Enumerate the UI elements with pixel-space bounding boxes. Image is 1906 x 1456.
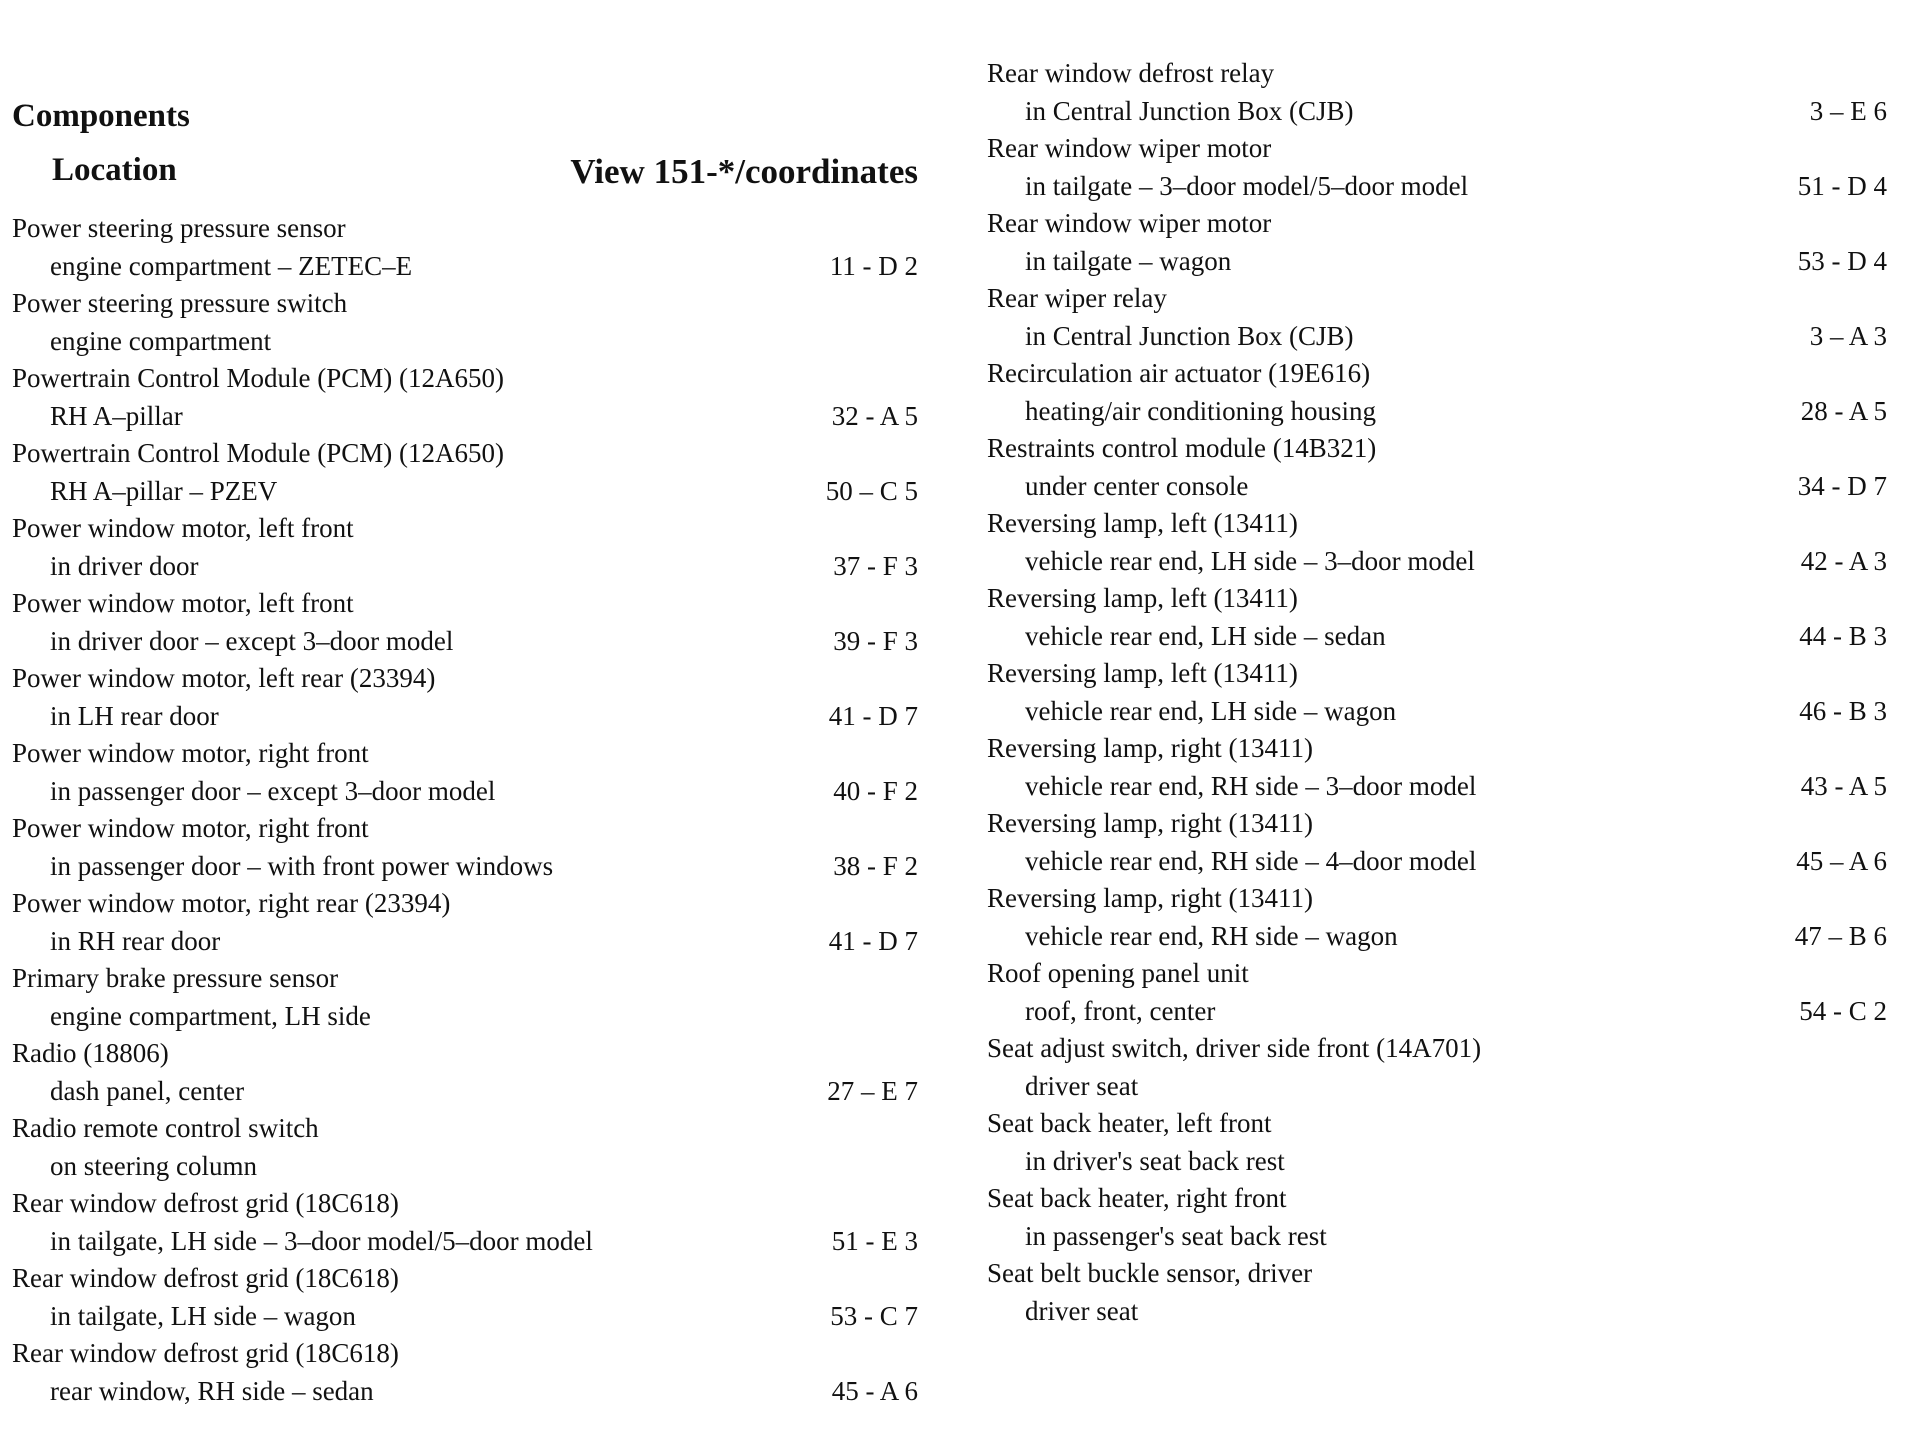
component-location-row — [987, 1293, 1887, 1331]
component-entry — [12, 285, 918, 360]
view-coordinate: 37 - F 3 — [833, 550, 918, 581]
component-location: vehicle rear end, LH side – 3–door model — [1025, 545, 1475, 576]
component-location-row — [12, 1073, 918, 1111]
view-coordinate: 51 - E 3 — [831, 1225, 918, 1256]
view-coordinate: 45 – A 6 — [1796, 845, 1887, 876]
component-location-row — [987, 543, 1887, 581]
view-coordinate: 3 – E 6 — [1809, 95, 1887, 126]
component-name: Power window motor, left rear (23394) — [12, 663, 436, 693]
component-name: Reversing lamp, left (13411) — [987, 508, 1298, 538]
dot-leader — [1386, 404, 1767, 424]
dot-leader — [463, 634, 798, 654]
component-name: Seat back heater, right front — [987, 1183, 1287, 1213]
component-name: Power window motor, right front — [12, 738, 369, 768]
view-coordinate: 34 - D 7 — [1797, 470, 1887, 501]
component-location: in LH rear door — [50, 700, 219, 731]
component-location: heating/air conditioning housing — [1025, 395, 1376, 426]
component-location: RH A–pillar – PZEV — [50, 475, 278, 506]
component-entry — [987, 205, 1887, 280]
component-name: Reversing lamp, right (13411) — [987, 733, 1313, 763]
view-coordinate: 38 - F 2 — [833, 850, 918, 881]
dot-leader — [366, 1309, 798, 1329]
component-entry — [12, 810, 918, 885]
component-location-row — [12, 1298, 918, 1336]
component-location-row — [12, 1148, 918, 1186]
component-location: in tailgate – wagon — [1025, 245, 1232, 276]
dot-leader — [1363, 104, 1767, 124]
component-entry — [987, 1030, 1887, 1105]
component-name: Rear window defrost grid (18C618) — [12, 1338, 399, 1368]
view-coordinate: 39 - F 3 — [833, 625, 918, 656]
component-location: vehicle rear end, RH side – wagon — [1025, 920, 1398, 951]
component-name: Reversing lamp, right (13411) — [987, 883, 1313, 913]
component-entry — [12, 360, 918, 435]
component-name: Rear window wiper motor — [987, 208, 1272, 238]
dot-leader — [229, 709, 798, 729]
view-coordinate: 53 - D 4 — [1797, 245, 1887, 276]
component-name: Powertrain Control Module (PCM) (12A650) — [12, 363, 504, 393]
component-location-row — [987, 618, 1887, 656]
view-coordinate: 28 - A 5 — [1800, 395, 1887, 426]
section-title: Components — [12, 98, 190, 134]
component-location-row — [987, 993, 1887, 1031]
component-location-row — [12, 323, 918, 361]
component-location-row — [987, 843, 1887, 881]
component-location-row — [12, 473, 918, 511]
dot-leader — [505, 784, 798, 804]
component-location: in tailgate, LH side – wagon — [50, 1300, 356, 1331]
component-location: RH A–pillar — [50, 400, 183, 431]
component-location: vehicle rear end, LH side – wagon — [1025, 695, 1397, 726]
component-location: rear window, RH side – sedan — [50, 1375, 374, 1406]
dot-leader — [193, 409, 798, 429]
component-name: Power steering pressure sensor — [12, 213, 346, 243]
component-name: Reversing lamp, left (13411) — [987, 658, 1298, 688]
component-entry — [987, 430, 1887, 505]
component-location-row — [987, 918, 1887, 956]
component-entry — [987, 955, 1887, 1030]
view-coordinate: 41 - D 7 — [828, 700, 918, 731]
component-location: in tailgate – 3–door model/5–door model — [1025, 170, 1469, 201]
dot-leader — [1396, 629, 1767, 649]
dot-leader — [1225, 1004, 1767, 1024]
view-coordinates-column-header: View 151-*/coordinates — [570, 152, 918, 191]
component-entry — [987, 355, 1887, 430]
component-location-row — [987, 693, 1887, 731]
component-name: Power steering pressure switch — [12, 288, 348, 318]
component-entry — [987, 1105, 1887, 1180]
component-name: Roof opening panel unit — [987, 958, 1249, 988]
dot-leader — [230, 934, 798, 954]
component-entry — [987, 730, 1887, 805]
dot-leader — [287, 484, 798, 504]
dot-leader — [254, 1084, 798, 1104]
view-coordinate: 32 - A 5 — [831, 400, 918, 431]
component-entry — [12, 660, 918, 735]
component-location: engine compartment, LH side — [50, 1000, 371, 1031]
component-entry — [12, 735, 918, 810]
view-coordinate: 27 – E 7 — [827, 1075, 918, 1106]
component-name: Reversing lamp, left (13411) — [987, 583, 1298, 613]
view-coordinate: 47 – B 6 — [1794, 920, 1887, 951]
view-coordinate: 44 - B 3 — [1799, 620, 1887, 651]
component-location-row — [12, 248, 918, 286]
component-location-row — [987, 1218, 1887, 1256]
component-entry — [12, 435, 918, 510]
component-name: Seat belt buckle sensor, driver — [987, 1258, 1313, 1288]
component-entry — [12, 1260, 918, 1335]
component-entry — [987, 130, 1887, 205]
component-name: Primary brake pressure sensor — [12, 963, 339, 993]
component-name: Rear window defrost relay — [987, 58, 1275, 88]
dot-leader — [1485, 554, 1767, 574]
component-entry — [987, 580, 1887, 655]
view-coordinate: 42 - A 3 — [1800, 545, 1887, 576]
component-location: driver seat — [1025, 1070, 1139, 1101]
component-location-row — [987, 243, 1887, 281]
view-coordinate: 51 - D 4 — [1797, 170, 1887, 201]
component-location: in driver door — [50, 550, 199, 581]
dot-leader — [422, 259, 798, 279]
location-column-header: Location — [52, 152, 177, 188]
dot-leader — [1241, 254, 1767, 274]
component-location: driver seat — [1025, 1295, 1139, 1326]
component-location: vehicle rear end, RH side – 3–door model — [1025, 770, 1477, 801]
component-location-row — [987, 393, 1887, 431]
component-entry — [12, 210, 918, 285]
component-name: Seat adjust switch, driver side front (14A701) — [987, 1033, 1482, 1063]
component-name: Recirculation air actuator (19E616) — [987, 358, 1371, 388]
view-coordinate: 46 - B 3 — [1799, 695, 1887, 726]
component-entry — [12, 1035, 918, 1110]
component-entry — [987, 655, 1887, 730]
component-location-row — [987, 318, 1887, 356]
component-name: Seat back heater, left front — [987, 1108, 1272, 1138]
view-coordinate: 50 – C 5 — [825, 475, 918, 506]
component-name: Reversing lamp, right (13411) — [987, 808, 1313, 838]
component-location-row — [12, 848, 918, 886]
component-name: Power window motor, left front — [12, 513, 354, 543]
component-location: in Central Junction Box (CJB) — [1025, 320, 1354, 351]
component-name: Rear window wiper motor — [987, 133, 1272, 163]
dot-leader — [1258, 479, 1767, 499]
component-name: Power window motor, right rear (23394) — [12, 888, 451, 918]
component-location: engine compartment – ZETEC–E — [50, 250, 413, 281]
component-location: in Central Junction Box (CJB) — [1025, 95, 1354, 126]
component-entry — [987, 1255, 1887, 1330]
dot-leader — [1406, 704, 1767, 724]
component-location-row — [12, 623, 918, 661]
component-name: Restraints control module (14B321) — [987, 433, 1377, 463]
component-location: in passenger door – with front power windows — [50, 850, 554, 881]
component-name: Rear wiper relay — [987, 283, 1167, 313]
dot-leader — [1408, 929, 1767, 949]
component-name: Power window motor, left front — [12, 588, 354, 618]
dot-leader — [1363, 329, 1767, 349]
view-coordinate: 41 - D 7 — [828, 925, 918, 956]
component-location-row — [987, 1068, 1887, 1106]
component-name: Rear window defrost grid (18C618) — [12, 1263, 399, 1293]
component-entry — [12, 1335, 918, 1410]
component-location: vehicle rear end, LH side – sedan — [1025, 620, 1386, 651]
component-location: in passenger's seat back rest — [1025, 1220, 1327, 1251]
dot-leader — [208, 559, 798, 579]
view-coordinate: 45 - A 6 — [831, 1375, 918, 1406]
view-coordinate: 54 - C 2 — [1799, 995, 1887, 1026]
component-name: Powertrain Control Module (PCM) (12A650) — [12, 438, 504, 468]
component-name: Radio remote control switch — [12, 1113, 319, 1143]
component-location-row — [12, 998, 918, 1036]
dot-leader — [384, 1384, 798, 1404]
dot-leader — [563, 859, 798, 879]
view-coordinate: 3 – A 3 — [1809, 320, 1887, 351]
component-location-row — [12, 698, 918, 736]
view-coordinate: 43 - A 5 — [1800, 770, 1887, 801]
component-location-row — [12, 548, 918, 586]
view-coordinate: 53 - C 7 — [830, 1300, 918, 1331]
component-location-row — [987, 468, 1887, 506]
component-entry — [12, 885, 918, 960]
component-location: roof, front, center — [1025, 995, 1216, 1026]
component-location: engine compartment — [50, 325, 272, 356]
component-entry — [987, 55, 1887, 130]
component-entry — [12, 960, 918, 1035]
dot-leader — [1486, 779, 1767, 799]
component-location-row — [12, 1373, 918, 1411]
component-location-row — [12, 1223, 918, 1261]
component-entry — [12, 1110, 918, 1185]
component-entry — [987, 505, 1887, 580]
dot-leader — [603, 1234, 798, 1254]
component-entry — [12, 1185, 918, 1260]
component-location: dash panel, center — [50, 1075, 245, 1106]
component-entry — [987, 280, 1887, 355]
component-location: in driver door – except 3–door model — [50, 625, 454, 656]
component-location: in driver's seat back rest — [1025, 1145, 1285, 1176]
component-location-row — [987, 768, 1887, 806]
component-name: Radio (18806) — [12, 1038, 169, 1068]
component-location: on steering column — [50, 1150, 257, 1181]
component-entry — [12, 585, 918, 660]
component-location-row — [12, 773, 918, 811]
component-location: in tailgate, LH side – 3–door model/5–door model — [50, 1225, 593, 1256]
component-entry — [987, 880, 1887, 955]
component-location-row — [987, 1143, 1887, 1181]
component-name: Power window motor, right front — [12, 813, 369, 843]
component-location: under center console — [1025, 470, 1249, 501]
component-location: in RH rear door — [50, 925, 221, 956]
dot-leader — [1486, 854, 1767, 874]
component-entry — [987, 805, 1887, 880]
dot-leader — [1478, 179, 1767, 199]
view-coordinate: 40 - F 2 — [833, 775, 918, 806]
component-entry — [12, 510, 918, 585]
component-location: vehicle rear end, RH side – 4–door model — [1025, 845, 1477, 876]
component-location-row — [12, 923, 918, 961]
component-entry — [987, 1180, 1887, 1255]
component-location-row — [987, 93, 1887, 131]
component-location: in passenger door – except 3–door model — [50, 775, 496, 806]
component-location-row — [987, 168, 1887, 206]
component-location-row — [12, 398, 918, 436]
component-name: Rear window defrost grid (18C618) — [12, 1188, 399, 1218]
view-coordinate: 11 - D 2 — [829, 250, 918, 281]
